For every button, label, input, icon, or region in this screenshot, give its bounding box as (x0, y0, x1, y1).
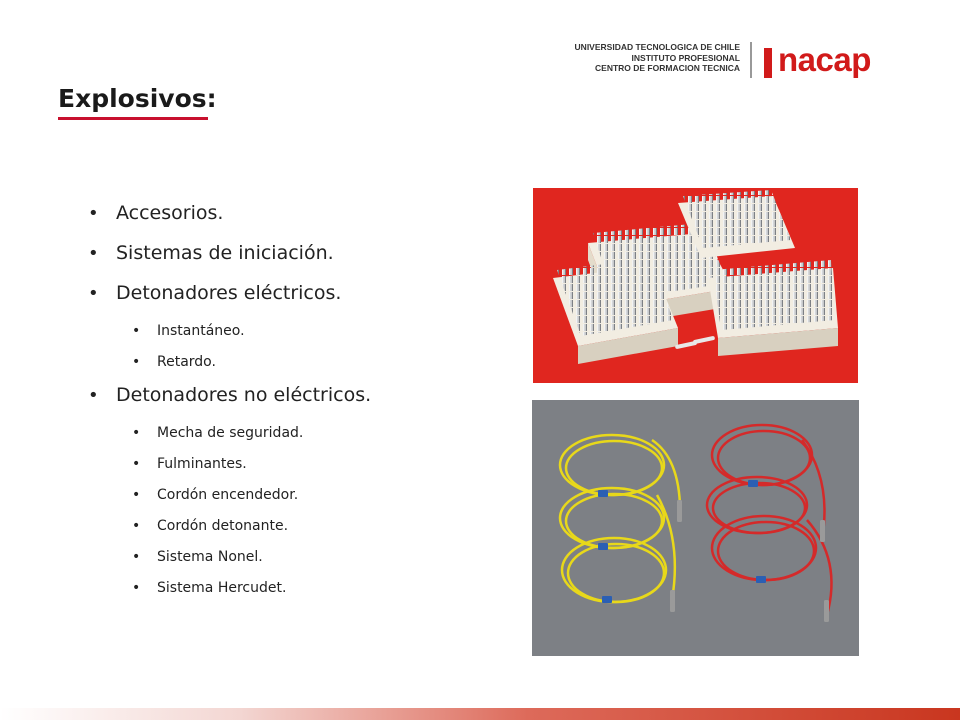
nonel-illustration (532, 400, 859, 656)
subbullet-mecha-seguridad: • Mecha de seguridad. (88, 424, 508, 455)
bullet-detonadores-electricos: • Detonadores eléctricos. (88, 282, 508, 322)
subbullet-cordon-detonante: • Cordón detonante. (88, 517, 508, 548)
detonators-illustration (533, 188, 858, 383)
logo-mark (764, 41, 904, 78)
photo-nonel-detonators (532, 400, 859, 656)
title-underline (58, 117, 208, 120)
logo-divider (750, 42, 752, 78)
subbullet-retardo: • Retardo. (88, 353, 508, 384)
bullet-list (88, 202, 508, 610)
logo-line-3: CENTRO DE FORMACION TECNICA (595, 63, 740, 73)
subbullet-instantaneo: • Instantáneo. (88, 322, 508, 353)
photo-electric-detonators (533, 188, 858, 383)
logo-institution-text (575, 42, 740, 74)
bullet-detonadores-no-electricos: • Detonadores no eléctricos. (88, 384, 508, 424)
slide-title: Explosivos: (58, 84, 217, 113)
logo-line-1: UNIVERSIDAD TECNOLOGICA DE CHILE (574, 42, 740, 52)
subbullet-sistema-nonel: • Sistema Nonel. (88, 548, 508, 579)
logo-brand-word: nacap (778, 41, 871, 78)
bullet-sistemas-iniciacion: • Sistemas de iniciación. (88, 242, 508, 282)
bullet-accesorios: • Accesorios. (88, 202, 508, 242)
logo-i-bar (764, 48, 772, 78)
inacap-logo (574, 41, 910, 82)
footer-gradient-bar (0, 708, 960, 720)
subbullet-fulminantes: • Fulminantes. (88, 455, 508, 486)
subbullet-cordon-encendedor: • Cordón encendedor. (88, 486, 508, 517)
subbullet-sistema-hercudet: • Sistema Hercudet. (88, 579, 508, 610)
logo-line-2: INSTITUTO PROFESIONAL (631, 52, 740, 63)
